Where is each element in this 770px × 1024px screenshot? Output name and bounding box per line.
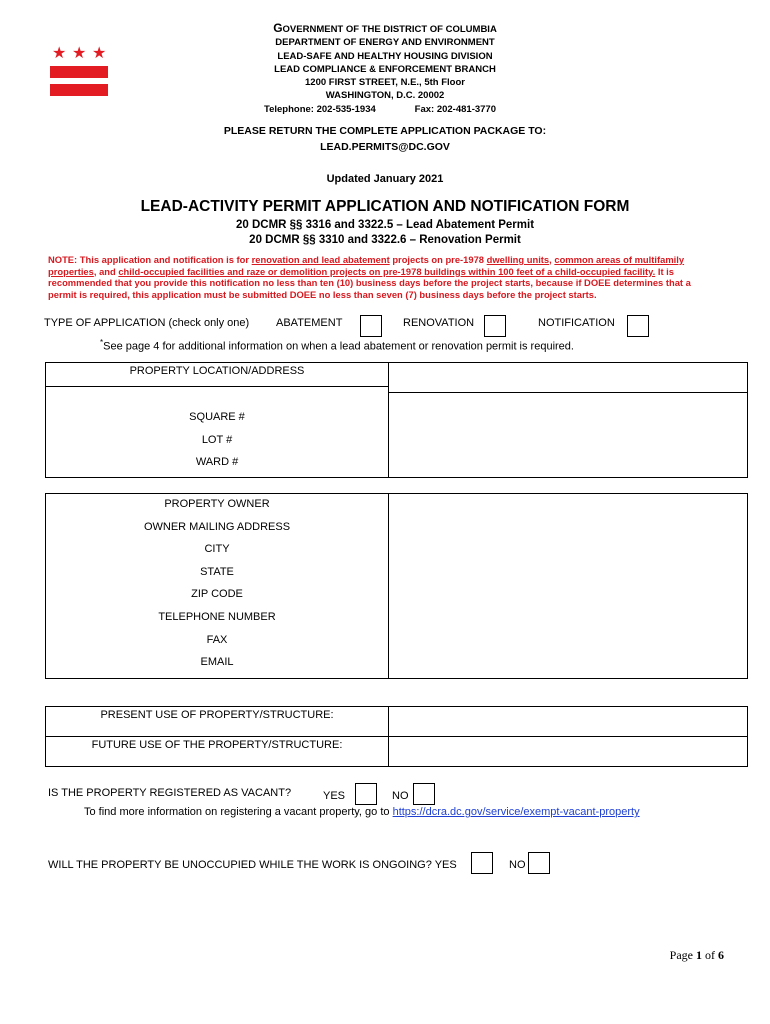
future-use-input[interactable] xyxy=(389,737,748,767)
field-label: FAX xyxy=(206,633,228,646)
property-table xyxy=(45,362,748,478)
unoccupied-no-checkbox[interactable] xyxy=(528,852,550,874)
telephone: Telephone: 202-535-1934 xyxy=(264,103,376,115)
permit-subnote xyxy=(100,338,574,353)
header-line: LEAD COMPLIANCE & ENFORCEMENT BRANCH xyxy=(274,63,496,75)
note-underlined: common areas of multifamily properties xyxy=(48,254,685,277)
agency-header xyxy=(260,22,510,116)
present-use-label: PRESENT USE OF PROPERTY/STRUCTURE: xyxy=(46,707,389,737)
field-label: STATE xyxy=(200,565,234,578)
field-label: PROPERTY LOCATION/ADDRESS xyxy=(129,365,305,377)
owner-table xyxy=(45,493,748,679)
abatement-label: ABATEMENT xyxy=(276,317,343,329)
fax: Fax: 202-481-3770 xyxy=(414,103,496,115)
vacant-question: IS THE PROPERTY REGISTERED AS VACANT? xyxy=(48,787,292,799)
header-line: LEAD-SAFE AND HEALTHY HOUSING DIVISION xyxy=(277,50,493,62)
owner-inputs[interactable] xyxy=(389,494,748,679)
vacant-no-checkbox[interactable] xyxy=(413,783,435,805)
owner-labels xyxy=(46,494,389,679)
future-use-label: FUTURE USE OF THE PROPERTY/STRUCTURE: xyxy=(46,737,389,767)
address-input[interactable] xyxy=(389,363,747,393)
updated-date: Updated January 2021 xyxy=(326,173,444,185)
field-label: TELEPHONE NUMBER xyxy=(158,610,276,623)
citation-abatement: 20 DCMR §§ 3316 and 3322.5 – Lead Abatement Permit xyxy=(235,219,535,231)
field-label: PROPERTY OWNER xyxy=(164,498,270,510)
vacant-link[interactable]: https://dcra.dc.gov/service/exempt-vacant-property xyxy=(392,806,640,818)
unoccupied-no-label: NO xyxy=(509,859,526,871)
property-inputs[interactable] xyxy=(389,363,748,478)
property-labels xyxy=(46,363,389,478)
page-of: of xyxy=(702,948,718,962)
citation-renovation: 20 DCMR §§ 3310 and 3322.6 – Renovation Permit xyxy=(249,234,521,246)
note-text: It is recommended that you provide this notification no less than ten (10) business days before the project starts, because if DOEE determines that a permit is required, this application must be submitted DOEE no less than seven (7) business days before the project starts. xyxy=(48,265,691,300)
field-label: EMAIL xyxy=(200,656,234,669)
dc-flag-logo xyxy=(50,46,108,102)
page-current: 1 xyxy=(696,948,702,962)
star-icon: ★ xyxy=(92,45,107,62)
star-icon: ★ xyxy=(72,45,87,62)
unoccupied-yes-checkbox[interactable] xyxy=(471,852,493,874)
field-label: SQUARE # xyxy=(189,411,245,424)
field-label: CITY xyxy=(204,543,230,556)
present-use-input[interactable] xyxy=(389,707,748,737)
regulation-citations xyxy=(0,218,770,248)
header-line: GOVERNMENT OF THE DISTRICT OF COLUMBIA xyxy=(273,21,497,35)
use-table xyxy=(45,706,748,767)
note-underlined: dwelling units xyxy=(486,254,550,265)
note-text: NOTE: This application and notification is for xyxy=(48,254,252,265)
form-title: LEAD-ACTIVITY PERMIT APPLICATION AND NOTIFICATION FORM xyxy=(140,198,630,215)
renovation-checkbox[interactable] xyxy=(484,315,506,337)
note-text: , and xyxy=(93,265,119,277)
subnote-text: See page 4 for additional information on when a lead abatement or renovation permit is required. xyxy=(103,340,574,353)
page-prefix: Page xyxy=(669,948,696,962)
field-label: WARD # xyxy=(195,456,239,469)
vacant-info-text: To find more information on registering a vacant property, go to xyxy=(84,806,393,818)
page-total: 6 xyxy=(718,948,724,962)
flag-bar xyxy=(50,84,108,96)
field-label: ZIP CODE xyxy=(191,588,243,601)
field-label: LOT # xyxy=(201,433,233,446)
contact-line xyxy=(260,103,510,116)
note-text: projects on pre-1978 xyxy=(389,254,487,265)
note-paragraph xyxy=(48,254,693,300)
notification-label: NOTIFICATION xyxy=(538,317,615,329)
unoccupied-question: WILL THE PROPERTY BE UNOCCUPIED WHILE THE WORK IS ONGOING? YES xyxy=(48,859,457,871)
note-text: , xyxy=(549,254,555,265)
renovation-label: RENOVATION xyxy=(403,317,475,329)
header-line: WASHINGTON, D.C. 20002 xyxy=(325,90,445,102)
vacant-yes-checkbox[interactable] xyxy=(355,783,377,805)
vacant-info xyxy=(84,806,640,818)
vacant-yes-label: YES xyxy=(323,790,346,802)
notification-checkbox[interactable] xyxy=(627,315,649,337)
header-line: 1200 FIRST STREET, N.E., 5th Floor xyxy=(305,77,465,89)
return-instructions xyxy=(0,123,770,155)
return-email: LEAD.PERMITS@DC.GOV xyxy=(320,141,450,153)
vacant-no-label: NO xyxy=(392,790,409,802)
note-underlined: child-occupied facilities and raze or demolition projects on pre-1978 buildings within 100 feet of a child-occupied facility. xyxy=(118,265,656,277)
application-type-label: TYPE OF APPLICATION (check only one) xyxy=(44,317,250,329)
label-divider xyxy=(45,386,389,410)
header-line: DEPARTMENT OF ENERGY AND ENVIRONMENT xyxy=(275,37,495,49)
star-icon: ★ xyxy=(52,45,67,62)
page-number xyxy=(670,948,724,963)
return-line: PLEASE RETURN THE COMPLETE APPLICATION PACKAGE TO: xyxy=(223,125,547,137)
field-label: OWNER MAILING ADDRESS xyxy=(143,520,291,533)
footnote-mark: * xyxy=(100,338,104,347)
flag-bar xyxy=(50,66,108,78)
note-underlined: renovation and lead abatement xyxy=(251,254,390,265)
abatement-checkbox[interactable] xyxy=(360,315,382,337)
